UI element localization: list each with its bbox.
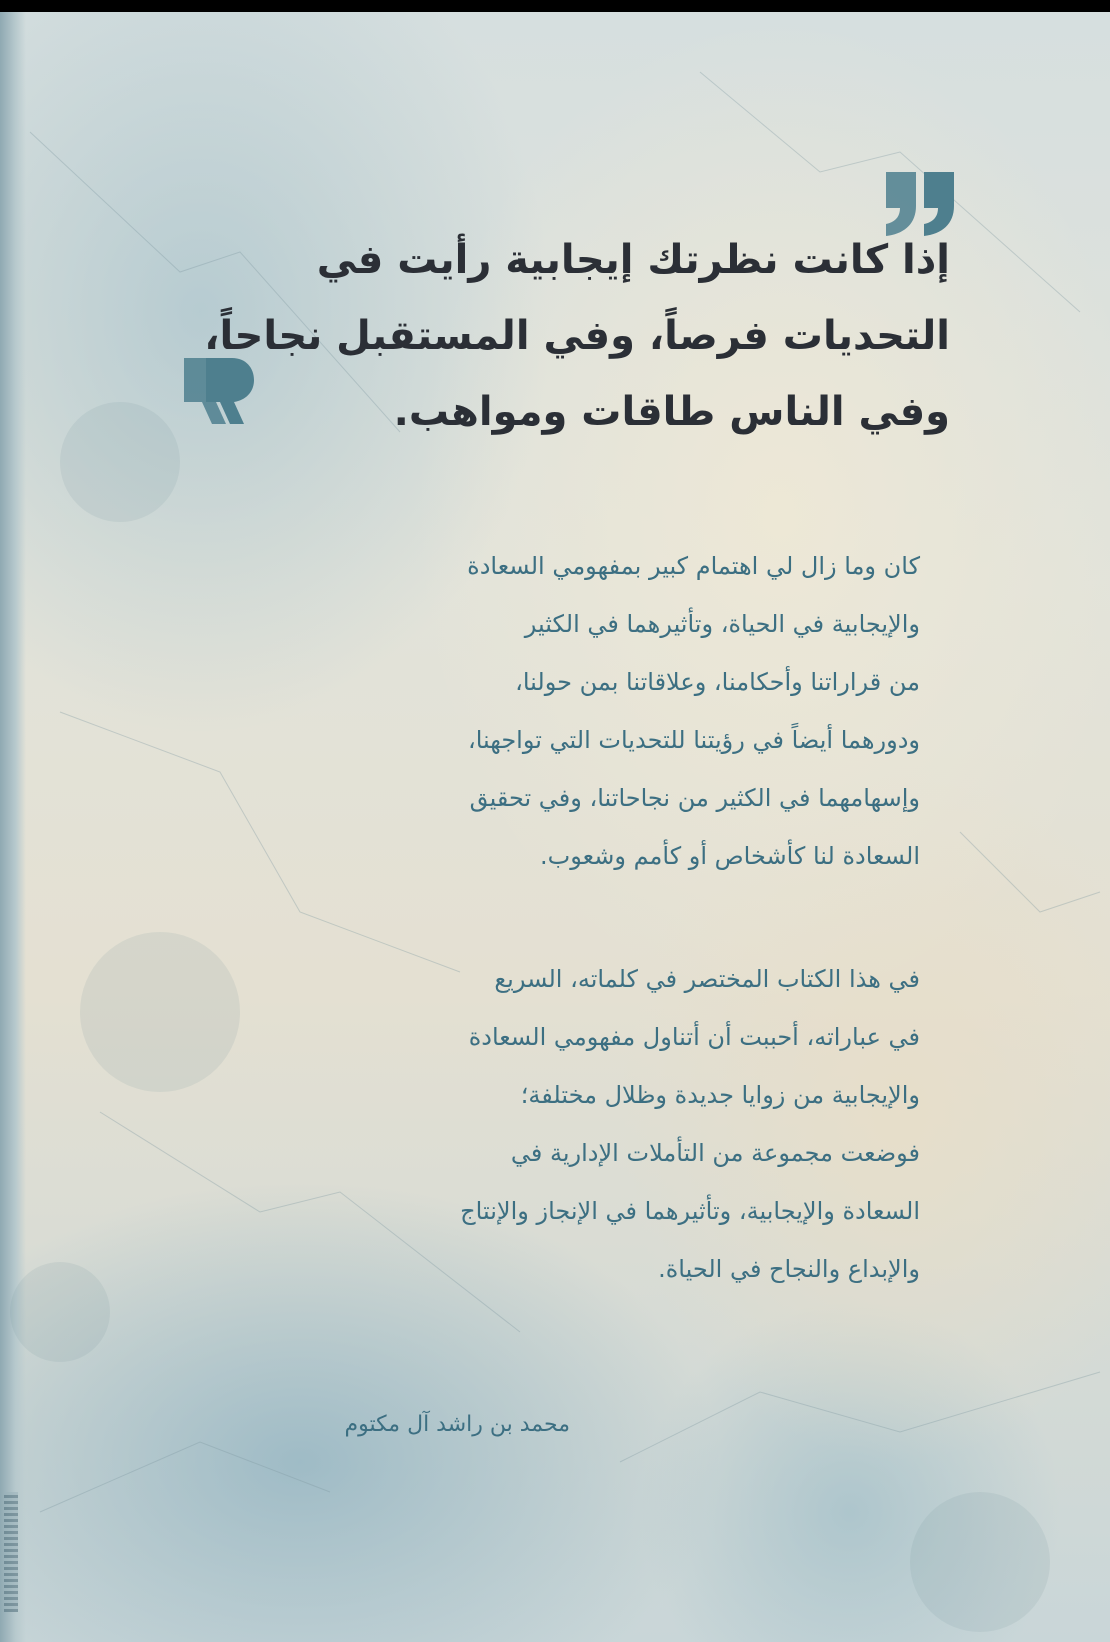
quote-line: وفي الناس طاقات ومواهب. [393, 389, 950, 435]
paragraph-1 [270, 537, 920, 885]
book-back-cover [0, 12, 1110, 1642]
paragraph-line: السعادة والإيجابية، وتأثيرهما في الإنجاز والإنتاج [460, 1197, 920, 1225]
pull-quote [204, 222, 950, 450]
quote-line: التحديات فرصاً، وفي المستقبل نجاحاً، [204, 313, 950, 359]
paragraph-line: والإيجابية من زوايا جديدة وظلال مختلفة؛ [520, 1081, 920, 1109]
book-spine-edge [0, 12, 26, 1642]
paragraph-line: كان وما زال لي اهتمام كبير بمفهومي السعادة [467, 552, 920, 580]
paragraph-line: والإيجابية في الحياة، وتأثيرهما في الكثير [524, 610, 920, 638]
paragraph-2 [270, 950, 920, 1298]
paragraph-line: في عباراته، أحببت أن أتناول مفهومي السعادة [468, 1023, 920, 1051]
barcode-strip [4, 1492, 18, 1612]
paragraph-line: وإسهامهما في الكثير من نجاحاتنا، وفي تحقيق [469, 784, 920, 812]
quote-line: إذا كانت نظرتك إيجابية رأيت في [316, 237, 950, 283]
author-signature: محمد بن راشد آل مكتوم [344, 1412, 570, 1437]
paragraph-line: في هذا الكتاب المختصر في كلماته، السريع [494, 965, 920, 993]
paragraph-line: فوضعت مجموعة من التأملات الإدارية في [510, 1139, 920, 1167]
paragraph-line: والإبداع والنجاح في الحياة. [658, 1255, 920, 1283]
paragraph-line: ودورهما أيضاً في رؤيتنا للتحديات التي تواجهنا، [467, 726, 920, 754]
paragraph-line: من قراراتنا وأحكامنا، وعلاقاتنا بمن حولنا، [515, 668, 920, 696]
paragraph-line: السعادة لنا كأشخاص أو كأمم وشعوب. [540, 842, 920, 870]
